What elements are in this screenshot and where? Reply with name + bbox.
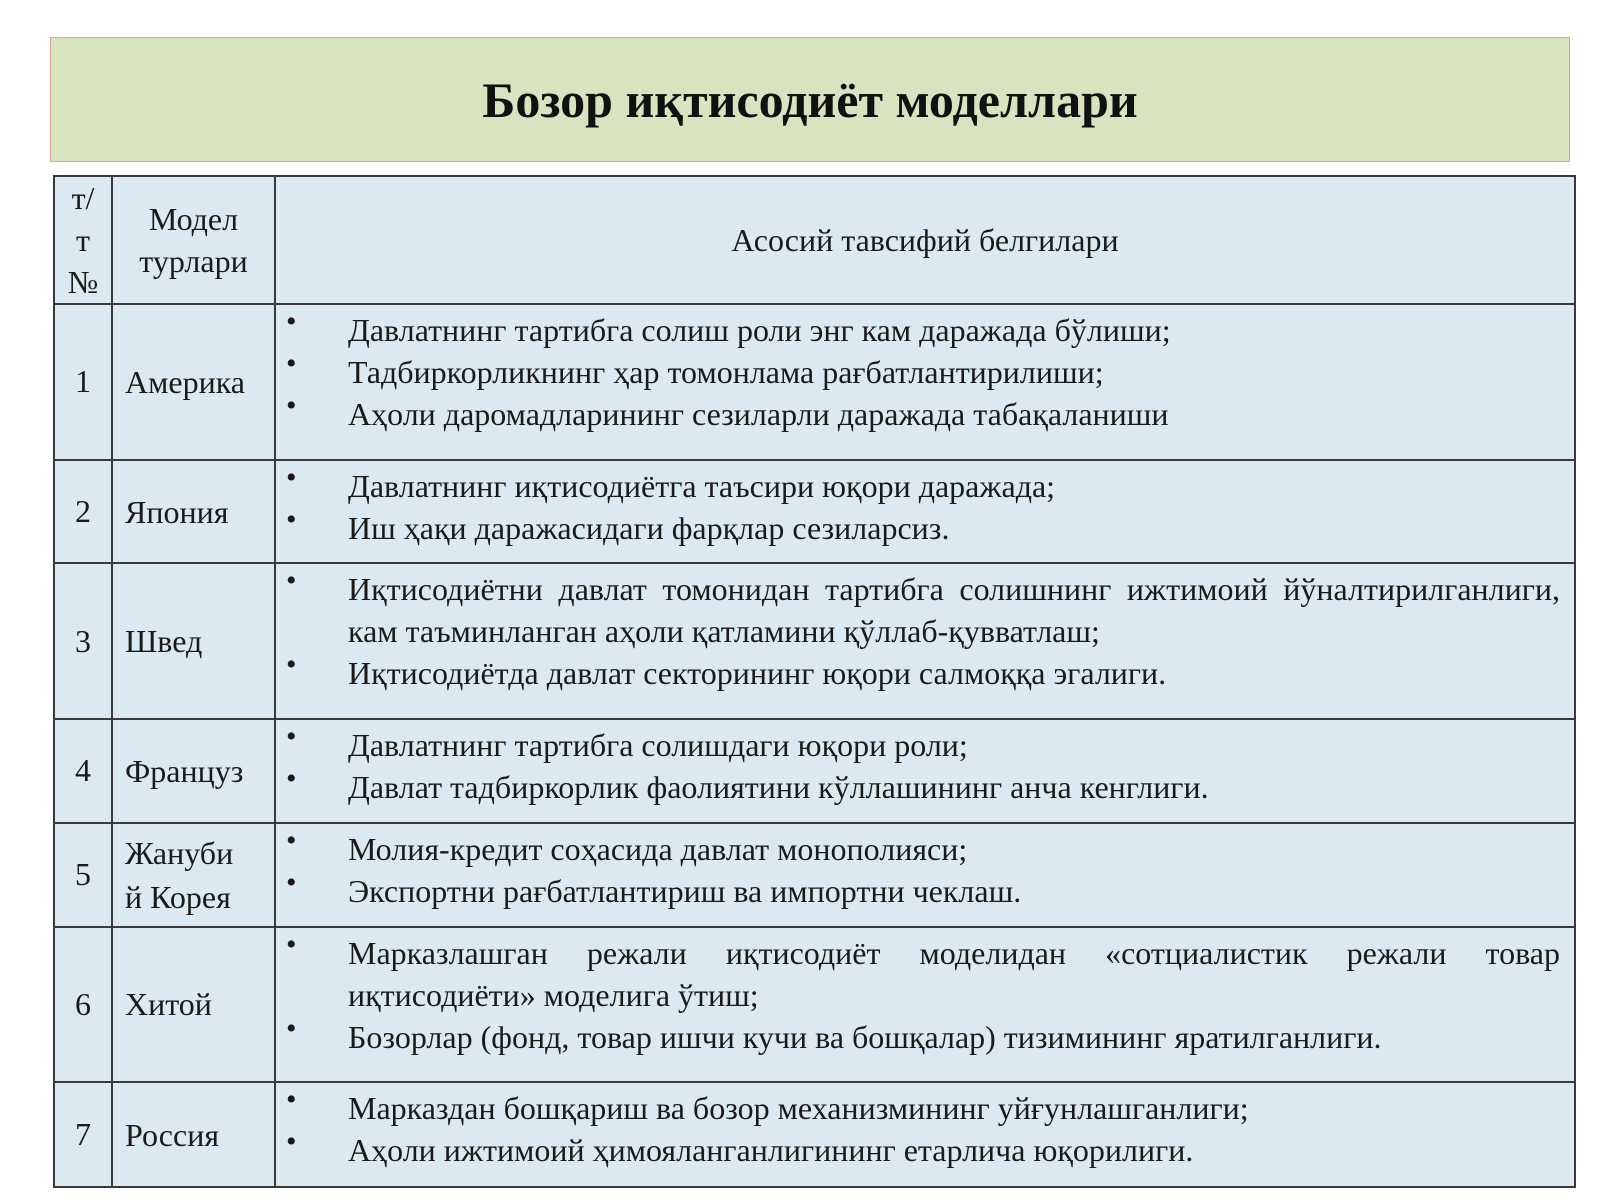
feature-item: [276, 1083, 1560, 1129]
feature-item: [276, 648, 1560, 694]
feature-item: [276, 502, 1560, 549]
features-cell: [275, 304, 1575, 460]
row-number: 1: [54, 304, 112, 460]
model-name: [112, 927, 275, 1083]
feature-item: [276, 1125, 1560, 1171]
bullet-icon: •: [286, 347, 297, 380]
feature-list: [276, 564, 1560, 694]
model-name: [112, 719, 275, 823]
feature-text: Бозорлар (фонд, товар ишчи кучи ва бошқалар) тизимининг яратилганлиги.: [348, 1018, 1382, 1055]
bullet-icon: •: [286, 1011, 297, 1045]
bullet-icon: •: [286, 648, 297, 682]
feature-text: Иқтисодиётни давлат томонидан тартибга солишнинг ижтимоий йўналтирилганлиги, кам таъминланган аҳоли қатламини қўллаб-қувватлаш;: [348, 571, 1560, 650]
feature-list: [276, 460, 1560, 549]
feature-item: [276, 865, 1560, 912]
table-row: [54, 823, 1575, 927]
bullet-icon: •: [286, 762, 297, 796]
feature-text: Экспортни рағбатлантириш ва импортни чеклаш.: [348, 872, 1022, 909]
feature-text: Марказлашган режали иқтисодиёт моделидан «сотциалистик режали товар иқтисодиёти» моделига ўтиш;: [348, 934, 1560, 1013]
feature-list: [276, 927, 1560, 1058]
bullet-icon: •: [286, 389, 297, 422]
feature-text: Давлатнинг тартибга солишдаги юқори роли;: [348, 727, 968, 764]
header-model-types: [112, 176, 275, 304]
model-name-line: й Корея: [125, 878, 231, 915]
model-name: [112, 460, 275, 564]
features-cell: [275, 927, 1575, 1083]
features-cell: [275, 1082, 1575, 1187]
model-name-line: Хитой: [125, 986, 212, 1023]
feature-item: [276, 389, 1560, 435]
feature-text: Аҳоли даромадларининг сезиларли даражада табақаланиши: [348, 396, 1169, 432]
feature-item: [276, 1011, 1560, 1058]
bullet-icon: •: [286, 502, 297, 536]
model-name-line: Россия: [125, 1116, 220, 1153]
feature-text: Иш ҳақи даражасидаги фарқлар сезиларсиз.: [348, 509, 950, 546]
row-number: 2: [54, 460, 112, 564]
table-body: [54, 304, 1575, 1187]
feature-text: Давлат тадбиркорлик фаолиятини кўллашининг анча кенглиги.: [348, 769, 1209, 806]
model-name: [112, 563, 275, 719]
row-number: 6: [54, 927, 112, 1083]
features-cell: [275, 719, 1575, 823]
feature-item: [276, 823, 1560, 870]
model-name: [112, 304, 275, 460]
page-title: Бозор иқтисодиёт моделлари: [482, 71, 1138, 128]
feature-item: [276, 347, 1560, 393]
table-row: [54, 1082, 1575, 1187]
feature-item: [276, 460, 1560, 507]
feature-text: Иқтисодиётда давлат секторининг юқори салмоққа эгалиги.: [348, 655, 1167, 692]
bullet-icon: •: [286, 1125, 297, 1159]
bullet-icon: •: [286, 305, 297, 338]
table-row: [54, 304, 1575, 460]
table-row: [54, 460, 1575, 564]
model-name-line: Жануби: [125, 834, 234, 871]
feature-text: Давлатнинг тартибга солиш роли энг кам даражада бўлиши;: [348, 312, 1171, 348]
row-number: 5: [54, 823, 112, 927]
feature-text: Тадбиркорликнинг ҳар томонлама рағбатлантирилиши;: [348, 354, 1104, 390]
feature-list: [276, 720, 1560, 808]
feature-item: [276, 720, 1560, 766]
features-cell: [275, 563, 1575, 719]
row-number: 3: [54, 563, 112, 719]
bullet-icon: •: [286, 720, 297, 754]
title-banner: [50, 37, 1570, 162]
model-name: [112, 823, 275, 927]
bullet-icon: •: [286, 460, 297, 494]
row-number: 7: [54, 1082, 112, 1187]
feature-item: [276, 762, 1560, 808]
header-features: Асосий тавсифий белгилари: [275, 176, 1575, 304]
table-row: [54, 927, 1575, 1083]
feature-item: [276, 564, 1560, 652]
model-name-line: Япония: [125, 493, 229, 530]
row-number: 4: [54, 719, 112, 823]
feature-text: Давлатнинг иқтисодиётга таъсири юқори даражада;: [348, 467, 1056, 504]
header-row: [54, 176, 1575, 304]
header-number-line: т: [76, 222, 90, 258]
features-cell: [275, 460, 1575, 564]
feature-item: [276, 305, 1560, 351]
bullet-icon: •: [286, 865, 297, 899]
bullet-icon: •: [286, 1083, 297, 1117]
feature-list: [276, 305, 1560, 435]
bullet-icon: •: [286, 823, 297, 857]
feature-item: [276, 927, 1560, 1016]
model-name-line: Француз: [125, 752, 244, 789]
header-model-line: Модел: [148, 201, 239, 237]
header-model-line: турлари: [139, 243, 248, 279]
table-row: [54, 563, 1575, 719]
feature-list: [276, 823, 1560, 912]
model-name: [112, 1082, 275, 1187]
model-name-line: Швед: [125, 623, 203, 660]
feature-text: Марказдан бошқариш ва бозор механизмининг уйғунлашганлиги;: [348, 1090, 1249, 1127]
model-name-line: Америка: [125, 363, 245, 400]
feature-text: Молия-кредит соҳасида давлат монополияси;: [348, 830, 968, 867]
bullet-icon: •: [286, 927, 297, 961]
features-cell: [275, 823, 1575, 927]
feature-text: Аҳоли ижтимоий ҳимояланганлигининг етарлича юқорилиги.: [348, 1132, 1194, 1169]
header-number-line: №: [67, 264, 99, 300]
feature-list: [276, 1083, 1560, 1171]
models-table: [53, 175, 1576, 1188]
header-number-line: т/: [71, 180, 95, 216]
table-row: [54, 719, 1575, 823]
bullet-icon: •: [286, 564, 297, 598]
header-number: [54, 176, 112, 304]
